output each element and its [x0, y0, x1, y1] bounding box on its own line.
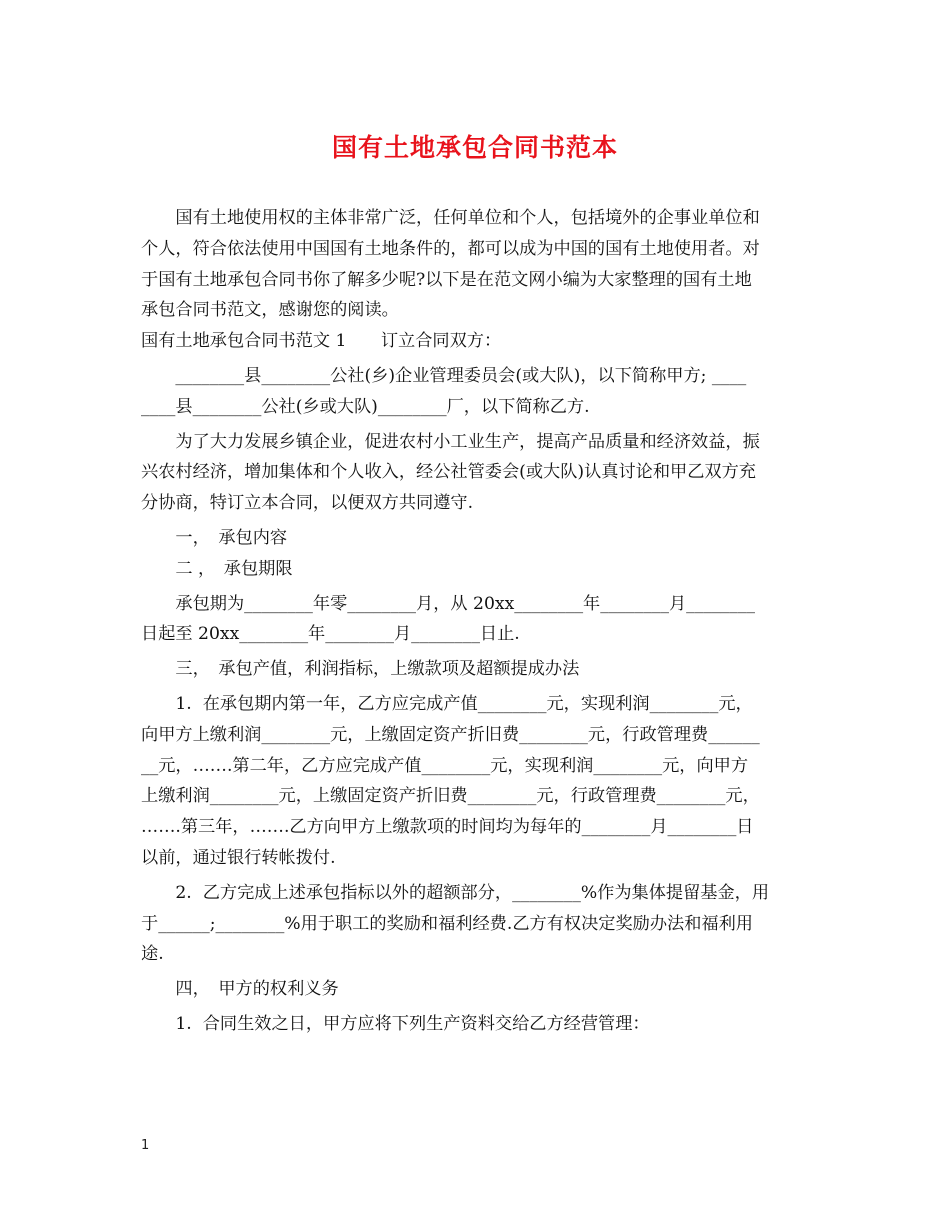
- text-line: 分协商，特订立本合同，以便双方共同遵守.: [141, 493, 474, 514]
- text-line: 日起至 20xx________年________月________日止.: [141, 624, 520, 645]
- text-line: 承包期为________年零________月，从 20xx________年________月________: [141, 593, 755, 614]
- section-heading: 一， 承包内容: [141, 527, 288, 548]
- text-line: 兴农村经济，增加集体和个人收入，经公社管委会(或大队)认真讨论和甲乙双方充: [141, 462, 756, 483]
- section-heading: 四， 甲方的权利义务: [141, 979, 339, 1000]
- text-line: 途.: [141, 944, 164, 965]
- text-line: 1. 在承包期内第一年，乙方应完成产值________元，实现利润________元，: [141, 693, 753, 714]
- text-line: 国有土地承包合同书范文 1 订立合同双方：: [141, 331, 502, 352]
- text-line: 1. 合同生效之日，甲方应将下列生产资料交给乙方经营管理：: [141, 1013, 650, 1034]
- text-line: __元，…….第二年，乙方应完成产值________元，实现利润________元，向甲方: [141, 755, 749, 776]
- text-line: 承包合同书范文，感谢您的阅读。: [141, 300, 399, 321]
- text-line: 上缴利润________元，上缴固定资产折旧费________元，行政管理费________元，: [141, 786, 760, 807]
- text-line: 2. 乙方完成上述承包指标以外的超额部分，________%作为集体提留基金，用: [141, 882, 770, 903]
- section-heading: 二 ， 承包期限: [141, 558, 293, 579]
- text-line: ____县________公社(乡或大队)________厂，以下简称乙方.: [141, 396, 590, 417]
- text-line: 为了大力发展乡镇企业，促进农村小工业生产，提高产品质量和经济效益，振: [141, 431, 760, 452]
- text-line: …….第三年，…….乙方向甲方上缴款项的时间均为每年的________月________日: [141, 817, 754, 838]
- page-number: 1: [141, 1138, 150, 1153]
- document-body: [141, 203, 811, 1040]
- section-heading: 三， 承包产值，利润指标，上缴款项及超额提成办法: [141, 659, 580, 680]
- document-title: 国有土地承包合同书范本: [331, 133, 618, 162]
- text-line: 个人，符合依法使用中国国有土地条件的，都可以成为中国的国有土地使用者。对: [141, 238, 760, 259]
- text-line: ________县________公社(乡)企业管理委员会(或大队)，以下简称甲方; ____: [141, 365, 747, 386]
- text-line: 于国有土地承包合同书你了解多少呢?以下是在范文网小编为大家整理的国有土地: [141, 269, 752, 290]
- text-line: 国有土地使用权的主体非常广泛，任何单位和个人，包括境外的企事业单位和: [141, 208, 760, 228]
- text-line: 于______;________%用于职工的奖励和福利经费.乙方有权决定奖励办法和福利用: [141, 913, 753, 934]
- text-line: 向甲方上缴利润________元，上缴固定资产折旧费________元，行政管理费______: [141, 724, 760, 745]
- text-line: 以前，通过银行转帐拨付.: [141, 847, 336, 868]
